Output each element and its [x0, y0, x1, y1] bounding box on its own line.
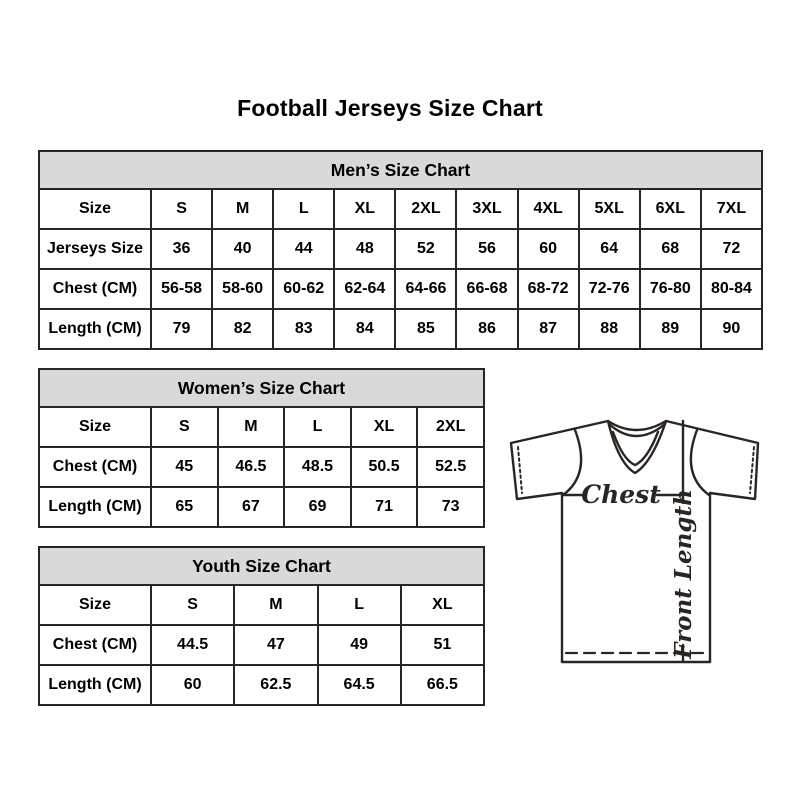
- table-row: [39, 487, 484, 527]
- size-table: [38, 546, 485, 706]
- value-cell: 45: [151, 447, 218, 487]
- value-cell: 73: [417, 487, 484, 527]
- value-cell: 60-62: [273, 269, 334, 309]
- value-cell: 90: [701, 309, 762, 349]
- row-header-cell: Length (CM): [39, 487, 151, 527]
- value-cell: 36: [151, 229, 212, 269]
- value-cell: XL: [334, 189, 395, 229]
- value-cell: 49: [318, 625, 401, 665]
- value-cell: 58-60: [212, 269, 273, 309]
- table-row: [39, 189, 762, 229]
- row-header-cell: Size: [39, 407, 151, 447]
- mens-size-table: [38, 150, 763, 350]
- value-cell: 40: [212, 229, 273, 269]
- value-cell: 68: [640, 229, 701, 269]
- value-cell: 79: [151, 309, 212, 349]
- value-cell: 67: [218, 487, 285, 527]
- value-cell: 66-68: [456, 269, 517, 309]
- value-cell: L: [284, 407, 351, 447]
- value-cell: 48: [334, 229, 395, 269]
- jersey-outline: [511, 421, 758, 662]
- value-cell: XL: [401, 585, 484, 625]
- jersey-body-path: [511, 421, 758, 662]
- value-cell: 3XL: [456, 189, 517, 229]
- row-header-cell: Chest (CM): [39, 625, 151, 665]
- value-cell: 88: [579, 309, 640, 349]
- value-cell: 6XL: [640, 189, 701, 229]
- value-cell: L: [318, 585, 401, 625]
- value-cell: 62-64: [334, 269, 395, 309]
- table-row: [39, 447, 484, 487]
- table-row: [39, 665, 484, 705]
- value-cell: 44.5: [151, 625, 234, 665]
- value-cell: 83: [273, 309, 334, 349]
- value-cell: S: [151, 585, 234, 625]
- table-title-row: [39, 369, 484, 407]
- value-cell: 2XL: [395, 189, 456, 229]
- value-cell: 64: [579, 229, 640, 269]
- value-cell: 82: [212, 309, 273, 349]
- value-cell: 51: [401, 625, 484, 665]
- table-row: [39, 309, 762, 349]
- row-header-cell: Jerseys Size: [39, 229, 151, 269]
- jersey-diagram: [506, 417, 762, 665]
- table-title: Men’s Size Chart: [39, 151, 762, 189]
- size-table: [38, 150, 763, 350]
- page-title: Football Jerseys Size Chart: [237, 95, 543, 121]
- value-cell: 72-76: [579, 269, 640, 309]
- value-cell: S: [151, 189, 212, 229]
- value-cell: 5XL: [579, 189, 640, 229]
- value-cell: M: [212, 189, 273, 229]
- value-cell: 64.5: [318, 665, 401, 705]
- table-title: Women’s Size Chart: [39, 369, 484, 407]
- value-cell: 7XL: [701, 189, 762, 229]
- value-cell: 46.5: [218, 447, 285, 487]
- table-title-row: [39, 151, 762, 189]
- value-cell: 48.5: [284, 447, 351, 487]
- value-cell: 52: [395, 229, 456, 269]
- row-header-cell: Chest (CM): [39, 447, 151, 487]
- row-header-cell: Size: [39, 585, 151, 625]
- table-row: [39, 229, 762, 269]
- value-cell: S: [151, 407, 218, 447]
- table-row: [39, 625, 484, 665]
- value-cell: L: [273, 189, 334, 229]
- value-cell: 56: [456, 229, 517, 269]
- value-cell: 76-80: [640, 269, 701, 309]
- row-header-cell: Length (CM): [39, 665, 151, 705]
- size-table: [38, 368, 485, 528]
- table-title-row: [39, 547, 484, 585]
- value-cell: 69: [284, 487, 351, 527]
- value-cell: 64-66: [395, 269, 456, 309]
- value-cell: 56-58: [151, 269, 212, 309]
- value-cell: 87: [518, 309, 579, 349]
- value-cell: 2XL: [417, 407, 484, 447]
- value-cell: M: [234, 585, 317, 625]
- womens-size-table: [38, 368, 485, 528]
- value-cell: 60: [151, 665, 234, 705]
- value-cell: 80-84: [701, 269, 762, 309]
- value-cell: 85: [395, 309, 456, 349]
- value-cell: 84: [334, 309, 395, 349]
- row-header-cell: Chest (CM): [39, 269, 151, 309]
- value-cell: 62.5: [234, 665, 317, 705]
- value-cell: 47: [234, 625, 317, 665]
- value-cell: 89: [640, 309, 701, 349]
- table-row: [39, 585, 484, 625]
- table-row: [39, 407, 484, 447]
- value-cell: 50.5: [351, 447, 418, 487]
- value-cell: 72: [701, 229, 762, 269]
- value-cell: 44: [273, 229, 334, 269]
- value-cell: XL: [351, 407, 418, 447]
- table-title: Youth Size Chart: [39, 547, 484, 585]
- table-row: [39, 269, 762, 309]
- value-cell: 4XL: [518, 189, 579, 229]
- value-cell: 66.5: [401, 665, 484, 705]
- value-cell: 71: [351, 487, 418, 527]
- front-length-label: Front Length: [670, 489, 697, 659]
- value-cell: 65: [151, 487, 218, 527]
- row-header-cell: Length (CM): [39, 309, 151, 349]
- youth-size-table: [38, 546, 485, 706]
- chest-label: Chest: [581, 480, 661, 509]
- value-cell: 60: [518, 229, 579, 269]
- value-cell: 86: [456, 309, 517, 349]
- value-cell: M: [218, 407, 285, 447]
- value-cell: 68-72: [518, 269, 579, 309]
- row-header-cell: Size: [39, 189, 151, 229]
- value-cell: 52.5: [417, 447, 484, 487]
